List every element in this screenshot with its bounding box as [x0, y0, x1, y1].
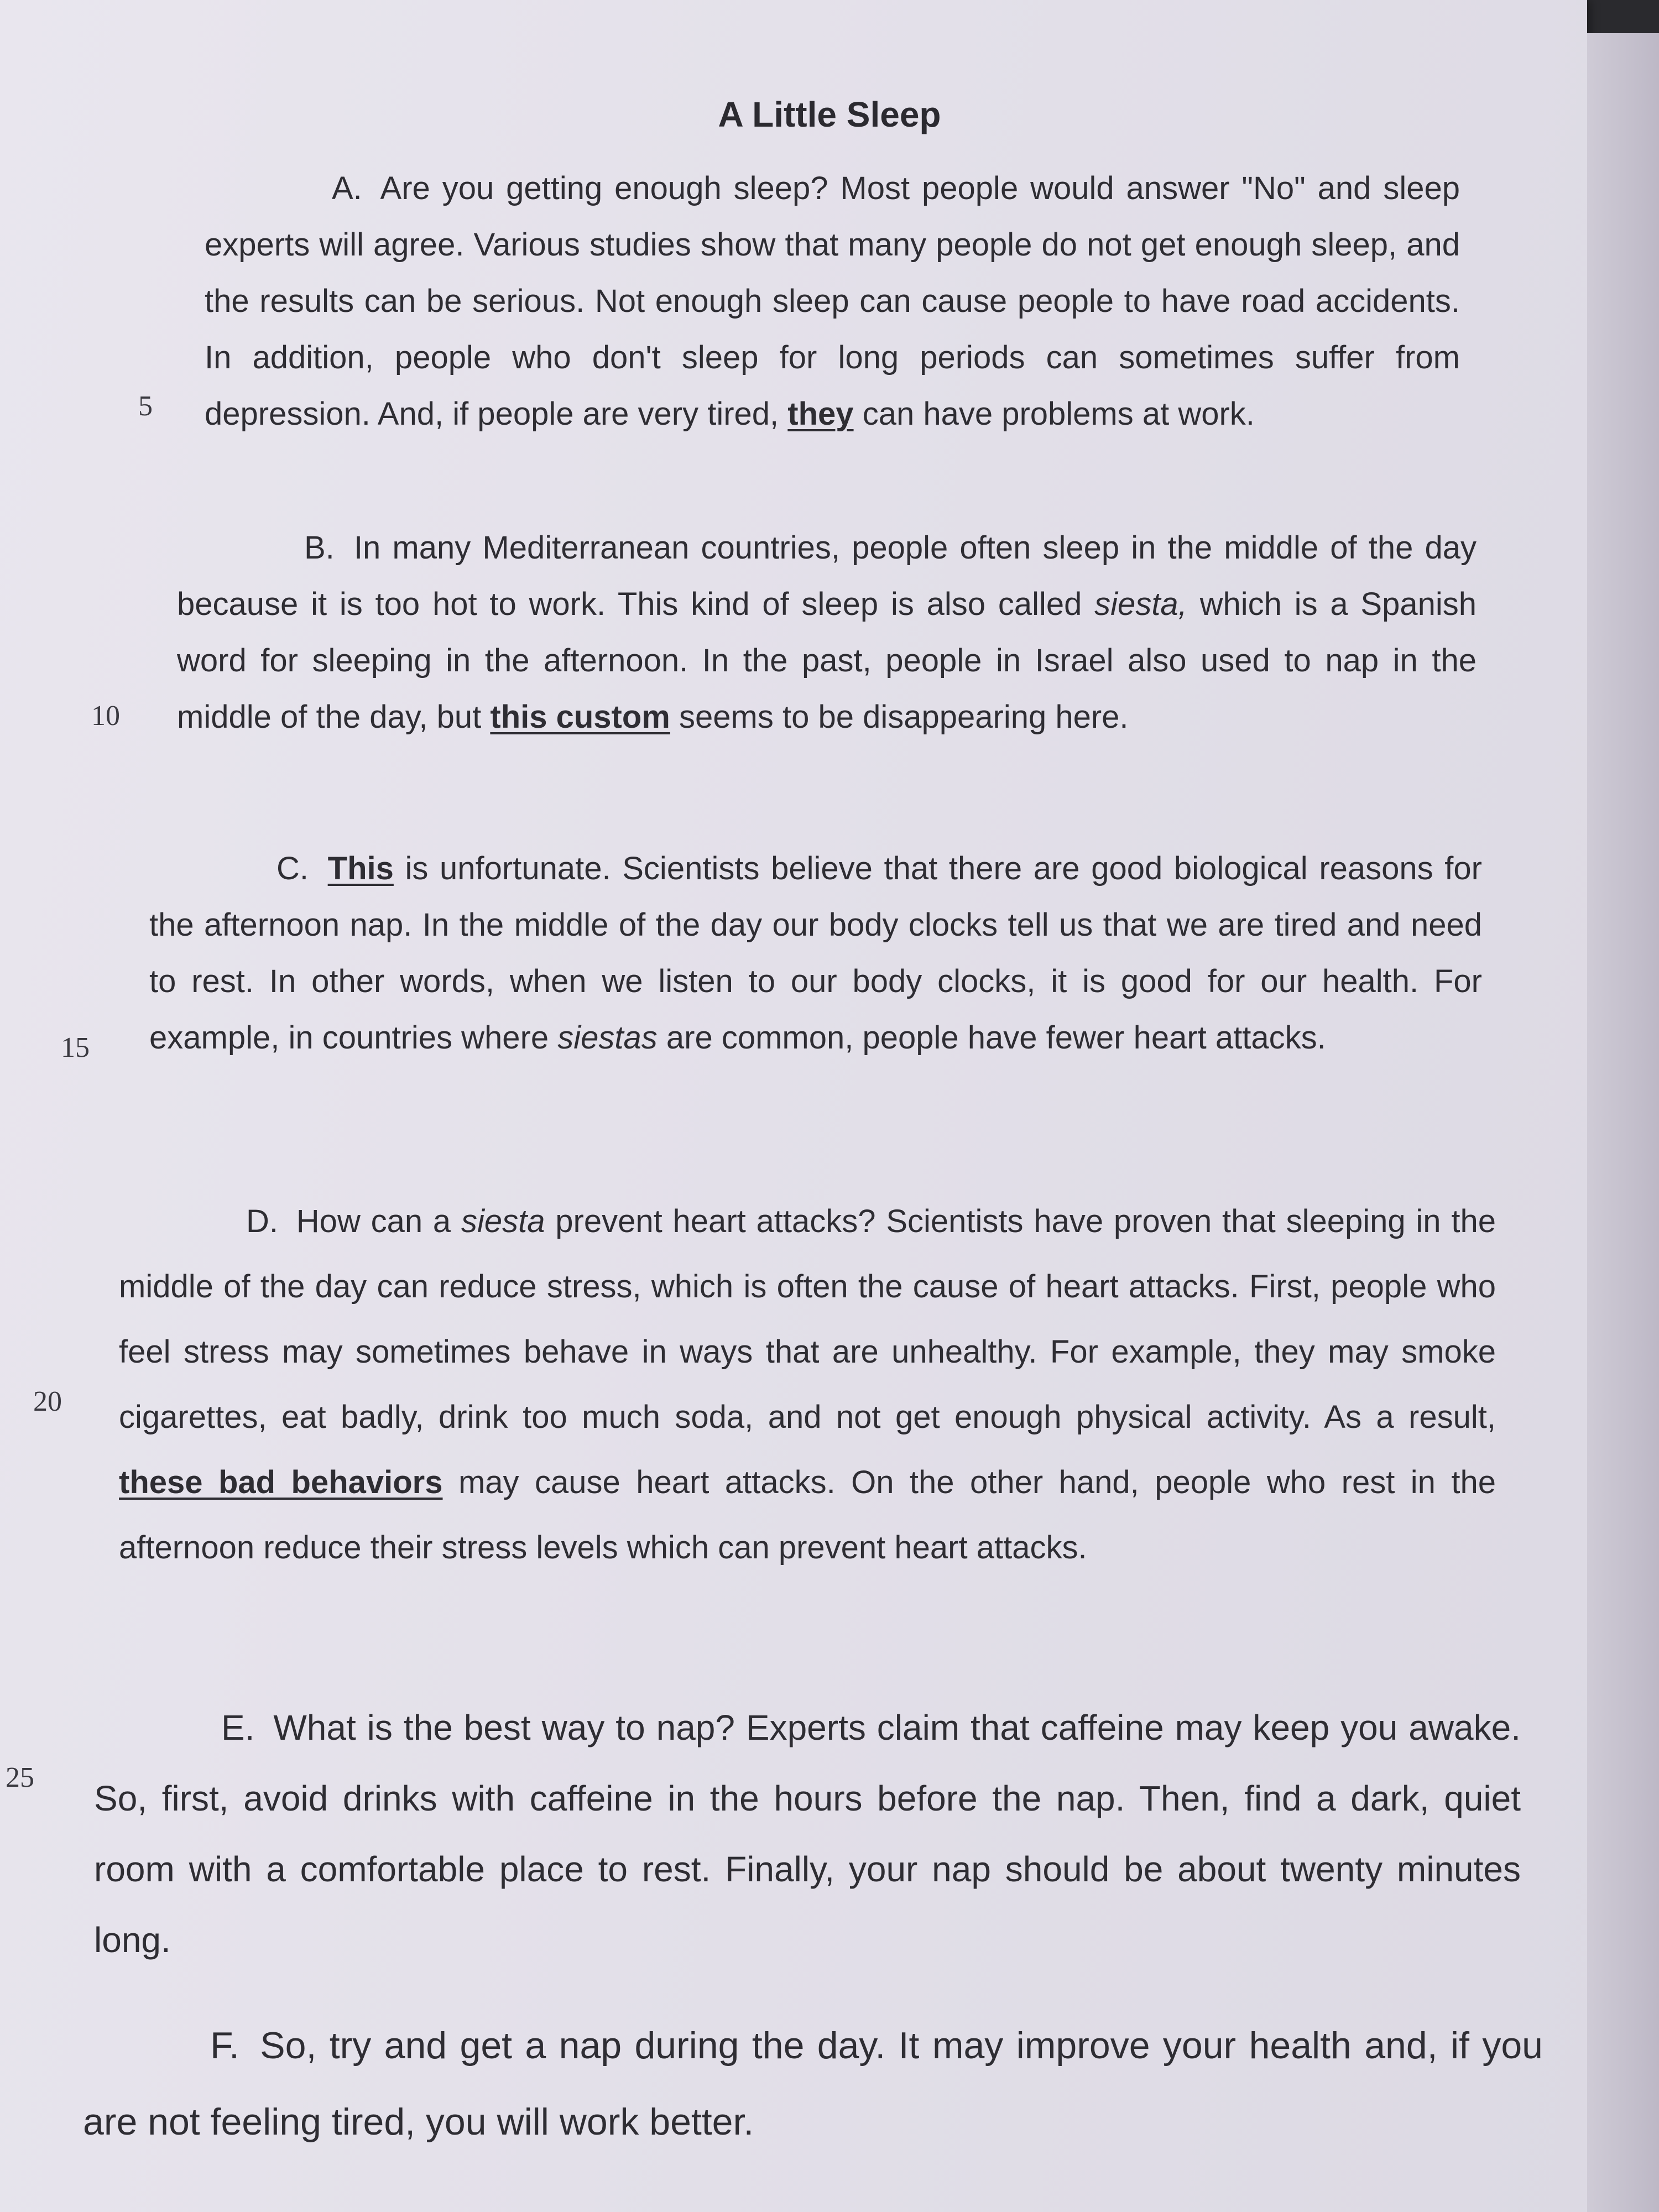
paragraph-label: E.: [221, 1708, 255, 1747]
paragraph-label: D.: [246, 1203, 278, 1239]
line-number: 10: [91, 700, 120, 732]
paragraph-b: [177, 520, 1477, 745]
page-edge: [1587, 33, 1659, 2212]
paragraph-c: [149, 841, 1482, 1066]
italic-term: siesta,: [1094, 586, 1187, 622]
line-number: 25: [6, 1762, 34, 1793]
paragraph-label: A.: [332, 170, 362, 206]
paragraph-text: What is the best way to nap? Experts claim that caffeine may keep you awake. So, first, avoid drinks with caffeine in the hours before the nap. Then, find a dark, quiet room with a comfortable place to rest. Finally, your nap should be about twenty minutes long.: [94, 1708, 1521, 1960]
line-number: 15: [61, 1032, 90, 1063]
paragraph-text: may cause heart attacks. On the other hand, people who rest in the afternoon reduce their stress levels which can prevent heart attacks.: [119, 1464, 1496, 1566]
paragraph-label: F.: [210, 2025, 239, 2067]
italic-term: siestas: [557, 1020, 658, 1056]
paragraph-text: can have problems at work.: [862, 396, 1255, 432]
paragraph-e: [94, 1692, 1521, 1975]
paragraph-text: How can a: [296, 1203, 451, 1239]
paragraph-text: is unfortunate. Scientists believe that there are good biological reasons for the afternoon nap. In the middle of the day our body clocks tell us that we are tired and need to rest. In other words, when we listen to our body clocks, it is good for our health. For example, in countries where: [149, 851, 1482, 1056]
italic-term: siesta: [461, 1203, 545, 1239]
paragraph-text: So, try and get a nap during the day. It may improve your health and, if you are not feeling tired, you will work better.: [83, 2025, 1543, 2143]
paragraph-a: [205, 160, 1460, 442]
paragraph-d: [119, 1189, 1496, 1580]
line-number: 20: [33, 1386, 62, 1417]
paragraph-f: [83, 2007, 1543, 2160]
line-number: 5: [138, 390, 153, 422]
page-title: A Little Sleep: [718, 95, 941, 134]
reference-word: they: [787, 396, 854, 432]
paragraph-text: seems to be disappearing here.: [679, 699, 1129, 735]
paragraph-label: B.: [304, 530, 335, 566]
reference-word: This: [327, 851, 394, 886]
reference-phrase: these bad behaviors: [119, 1464, 443, 1500]
paragraph-text: which is a Spanish word for sleeping in the afternoon. In the past, people in Israel also used to nap in the middle of the day, but: [177, 586, 1477, 735]
paragraph-text: Are you getting enough sleep? Most people would answer "No" and sleep experts will agree. Various studies show that many people do not get enough sleep, and the results can be serious. Not enough sleep can cause people to have road accidents. In addition, people who don't sleep for long periods can sometimes suffer from depression. And, if people are very tired,: [205, 170, 1460, 432]
paragraph-label: C.: [276, 851, 309, 886]
reference-phrase: this custom: [490, 699, 670, 735]
paragraph-text: In many Mediterranean countries, people often sleep in the middle of the day because it is too hot to work. This kind of sleep is also called: [177, 530, 1477, 622]
paragraph-text: prevent heart attacks? Scientists have proven that sleeping in the middle of the day can reduce stress, which is often the cause of heart attacks. First, people who feel stress may sometimes behave in ways that are unhealthy. For example, they may smoke cigarettes, eat badly, drink too much soda, and not get enough physical activity. As a result,: [119, 1203, 1496, 1435]
paragraph-text: are common, people have fewer heart attacks.: [666, 1020, 1326, 1056]
